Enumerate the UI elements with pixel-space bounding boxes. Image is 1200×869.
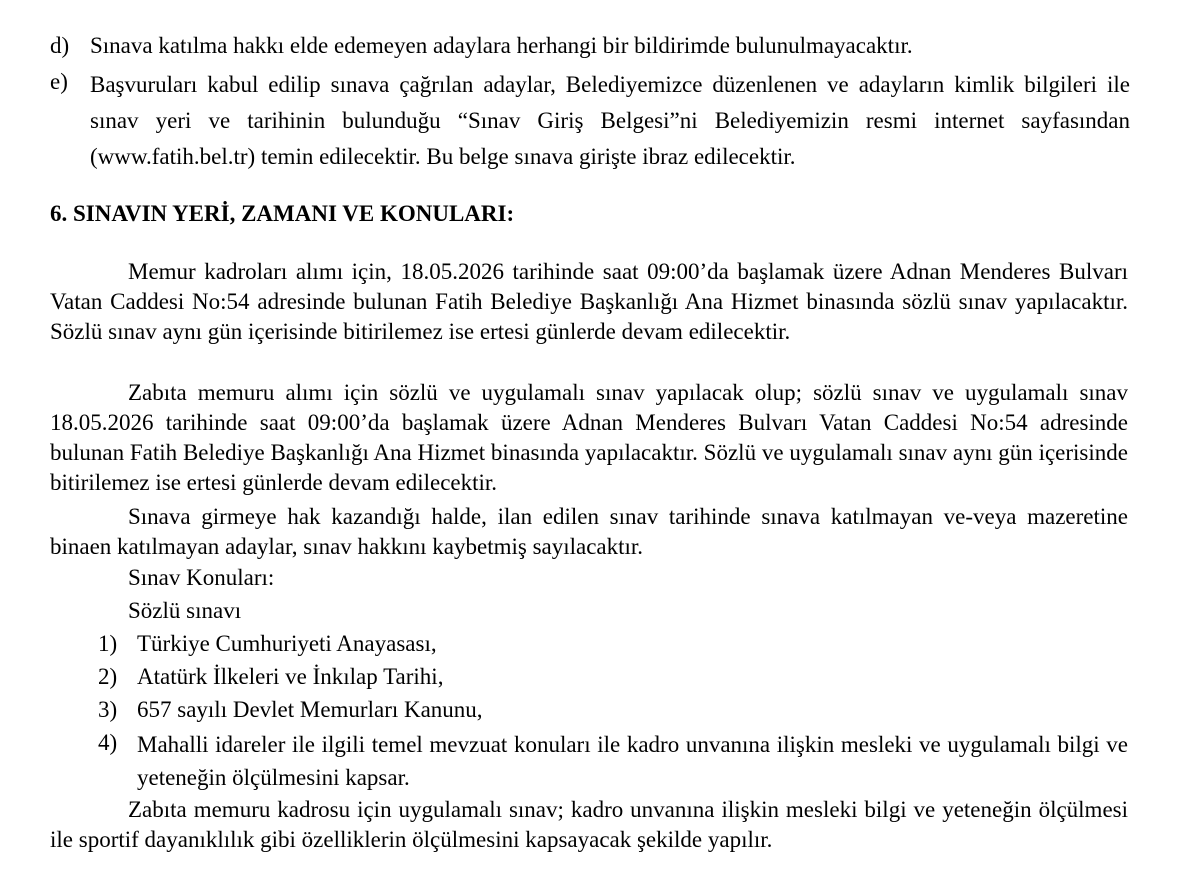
topic-text: Türkiye Cumhuriyeti Anayasası, [137, 631, 437, 656]
topic-text: Mahalli idareler ile ilgili temel mevzuat konuları ile kadro unvanına ilişkin mesleki ve uygulamalı bilgi ve yeteneğin ölçülmesini kapsar. [137, 732, 1128, 790]
paragraph-zabita-practical: Zabıta memuru kadrosu için uygulamalı sınav; kadro unvanına ilişkin mesleki bilgi ve yeteneğin ölçülmesi ile sportif dayanıklılık gibi özelliklerin ölçülmesini kapsayacak şekilde yapılır. [50, 797, 1128, 852]
topic-marker: 2) [98, 664, 118, 689]
topic-marker: 4) [98, 730, 118, 755]
list-item-text: Başvuruları kabul edilip sınava çağrılan adaylar, Belediyemizce düzenlenen ve adayların kimlik bilgileri ile sınav yeri ve tarihinin bulunduğu “Sınav Giriş Belgesi”ni Belediyemizin resmi internet sayfasından (www.fatih.bel.tr) temin edilecektir. Bu belge sınava girişte ibraz edilecektir. [90, 72, 1130, 169]
paragraph-memur-exam: Memur kadroları alımı için, 18.05.2026 tarihinde saat 09:00’da başlamak üzere Adnan Menderes Bulvarı Vatan Caddesi No:54 adresinde bulunan Fatih Belediye Başkanlığı Ana Hizmet binasında sözlü sınav yapılacaktır. Sözlü sınav aynı gün içerisinde bitirilemez ise ertesi günlerde devam edilecektir. [50, 259, 1128, 344]
topic-text: 657 sayılı Devlet Memurları Kanunu, [137, 697, 483, 722]
list-marker: d) [50, 33, 70, 58]
topics-label: Sınav Konuları: [128, 565, 275, 590]
section-heading: 6. SINAVIN YERİ, ZAMANI VE KONULARI: [50, 201, 515, 226]
topic-marker: 1) [98, 631, 118, 656]
paragraph-zabita-exam: Zabıta memuru alımı için sözlü ve uygulamalı sınav yapılacak olup; sözlü sınav ve uygulamalı sınav 18.05.2026 tarihinde saat 09:00’da başlamak üzere Adnan Menderes Bulvarı Vatan Caddesi No:54 adresinde bulunan Fatih Belediye Başkanlığı Ana Hizmet binasında yapılacaktır. Sözlü ve uygulamalı sınav aynı gün içerisinde bitirilemez ise ertesi günlerde devam edilecektir. [50, 380, 1128, 495]
topic-text: Atatürk İlkeleri ve İnkılap Tarihi, [137, 664, 444, 689]
paragraph-absence-rule: Sınava girmeye hak kazandığı halde, ilan edilen sınav tarihinde sınava katılmayan ve-veya mazeretine binaen katılmayan adaylar, sınav hakkını kaybetmiş sayılacaktır. [50, 504, 1128, 559]
list-marker: e) [50, 69, 68, 94]
topic-marker: 3) [98, 697, 118, 722]
list-item-text: Sınava katılma hakkı elde edemeyen adaylara herhangi bir bildirimde bulunulmayacaktır. [90, 33, 913, 58]
oral-exam-label: Sözlü sınavı [128, 598, 242, 623]
